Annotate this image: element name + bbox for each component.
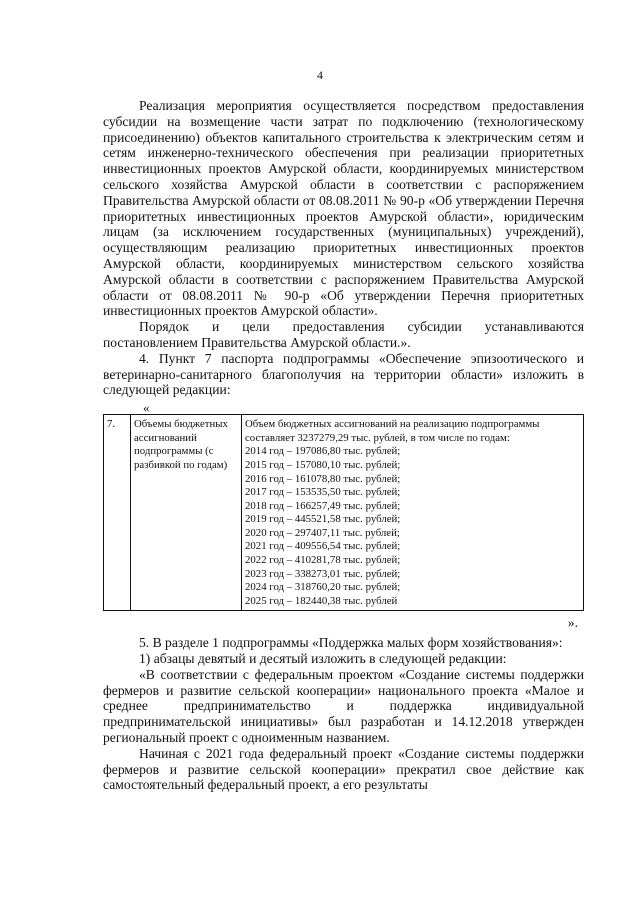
- content-line: 2019 год – 445521,58 тыс. рублей;: [245, 513, 401, 526]
- row-number: 7.: [104, 415, 131, 611]
- content-line: 2021 год – 409556,54 тыс. рублей;: [245, 540, 401, 553]
- page-number: 4: [317, 68, 323, 82]
- paragraph-item-5: 5. В разделе 1 подпрограммы «Поддержка малых форм хозяйствования»:: [139, 635, 563, 651]
- content-line: составляет 3237279,29 тыс. рублей, в том числе по годам:: [245, 431, 510, 444]
- paragraph-item-4: 4. Пункт 7 паспорта подпрограммы «Обеспечение эпизоотического и ветеринарно-санитарного благополучия на территории области» изложить в следующей редакции:: [103, 350, 584, 398]
- content-line: 2018 год – 166257,49 тыс. рублей;: [245, 499, 401, 512]
- content-line: 2022 год – 410281,78 тыс. рублей;: [245, 554, 401, 567]
- row-label: Объемы бюджетных ассигнований подпрограммы (с разбивкой по годам): [131, 415, 242, 611]
- content-line: 2023 год – 338273,01 тыс. рублей;: [245, 567, 401, 580]
- paragraph-procedure: Порядок и цели предоставления субсидии устанавливаются постановлением Правительства Амурской области.».: [103, 319, 584, 350]
- passport-table: [103, 414, 584, 611]
- row-content: [242, 415, 584, 611]
- paragraph-subitem-1: 1) абзацы девятый и десятый изложить в следующей редакции:: [139, 651, 507, 667]
- content-line: 2025 год – 182440,38 тыс. рублей: [245, 594, 398, 607]
- paragraph-since-2021: Начиная с 2021 года федеральный проект «Создание системы поддержки фермеров и развитие сельской кооперации» прекратил свое действие как самостоятельный федеральный проект, а его результаты: [103, 745, 584, 793]
- content-line: 2016 год – 161078,80 тыс. рублей;: [245, 472, 401, 485]
- content-line: 2017 год – 153535,50 тыс. рублей;: [245, 486, 401, 499]
- content-line: 2014 год – 197086,80 тыс. рублей;: [245, 445, 401, 458]
- content-line: 2024 год – 318760,20 тыс. рублей;: [245, 581, 401, 594]
- content-line: 2020 год – 297407,11 тыс. рублей;: [245, 526, 400, 539]
- opening-quote-mark: «: [143, 400, 150, 416]
- table-row: [104, 415, 584, 611]
- closing-quote-mark: ».: [567, 615, 578, 631]
- document-body: [103, 98, 584, 793]
- content-line: 2015 год – 157080,10 тыс. рублей;: [245, 458, 401, 471]
- paragraph-subsidy-description: Реализация мероприятия осуществляется посредством предоставления субсидии на возмещение части затрат по подключению (технологическому присоединению) объектов капитального строительства к электрическим сетям и сетям инженерно-технического обеспечения при реализации приоритетных инвестиционных проектов Амурской области, координируемых министерством сельского хозяйства Амурской области в соответствии с распоряжением Правительства Амурской области от 08.08.2011 № 90-р «Об утверждении Перечня приоритетных инвестиционных проектов Амурской области», юридическим лицам (за исключением государственных (муниципальных) учреждений), осуществляющим реализацию приоритетных инвестиционных проектов Амурской области, координируемых министерством сельского хозяйства Амурской области в соответствии с распоряжением Правительства Амурской области от 08.08.2011 № 90-р «Об утверждении Перечня приоритетных инвестиционных проектов Амурской области».: [103, 98, 584, 319]
- content-line: Объем бюджетных ассигнований на реализацию подпрограммы: [245, 418, 540, 431]
- paragraph-federal-project: «В соответствии с федеральным проектом «Создание системы поддержки фермеров и развитие сельской кооперации» национального проекта «Малое и среднее предпринимательство и поддержка индивидуальной предпринимательской инициативы» был разработан и 14.12.2018 утвержден региональный проект с одноименным названием.: [103, 666, 584, 746]
